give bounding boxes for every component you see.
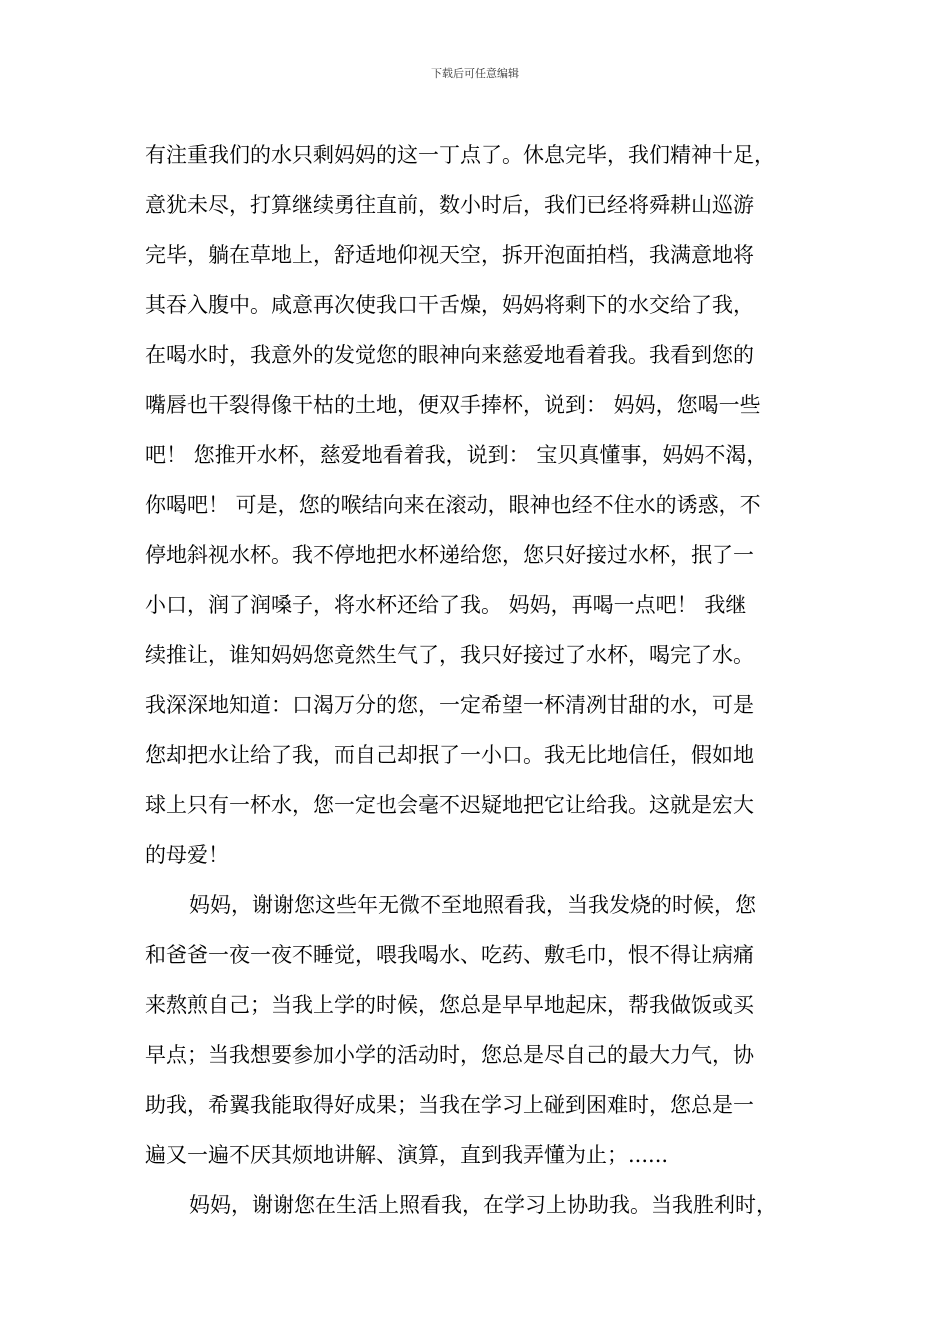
text-line: 嘴唇也干裂得像干枯的土地，便双手捧杯，说到： 妈妈，您喝一些 <box>145 393 761 417</box>
text-line: 早点；当我想要参加小学的活动时，您总是尽自己的最大力气，协 <box>145 1043 754 1067</box>
text-line: 球上只有一杯水，您一定也会毫不迟疑地把它让给我。这就是宏大 <box>145 793 754 817</box>
text-line: 您却把水让给了我，而自己却抿了一小口。我无比地信任，假如地 <box>145 743 754 767</box>
text-line: 我深深地知道：口渴万分的您，一定希望一杯清冽甘甜的水，可是 <box>145 693 754 717</box>
text-line: 的母爱！ <box>145 843 229 867</box>
text-line: 遍又一遍不厌其烦地讲解、演算，直到我弄懂为止；...... <box>145 1143 669 1167</box>
text-line: 意犹未尽，打算继续勇往直前，数小时后，我们已经将舜耕山巡游 <box>145 193 754 217</box>
text-line: 妈妈，谢谢您这些年无微不至地照看我，当我发烧的时候，您 <box>189 893 756 917</box>
text-line: 小口，润了润嗓子，将水杯还给了我。 妈妈，再喝一点吧！ 我继 <box>145 593 747 617</box>
text-line: 你喝吧！ 可是，您的喉结向来在滚动，眼神也经不住水的诱惑，不 <box>145 493 761 517</box>
text-line: 助我，希翼我能取得好成果；当我在学习上碰到困难时，您总是一 <box>145 1093 754 1117</box>
page-header: 下载后可任意编辑 <box>431 67 519 80</box>
text-line: 停地斜视水杯。我不停地把水杯递给您，您只好接过水杯，抿了一 <box>145 543 754 567</box>
text-line: 有注重我们的水只剩妈妈的这一丁点了。休息完毕，我们精神十足， <box>145 143 775 167</box>
text-line: 来熬煎自己；当我上学的时候，您总是早早地起床，帮我做饭或买 <box>145 993 754 1017</box>
text-line: 完毕，躺在草地上，舒适地仰视天空，拆开泡面拍档，我满意地将 <box>145 243 754 267</box>
text-line: 其吞入腹中。咸意再次使我口干舌燥，妈妈将剩下的水交给了我， <box>145 293 754 317</box>
text-line: 吧！ 您推开水杯，慈爱地看着我，说到： 宝贝真懂事，妈妈不渴， <box>145 443 768 467</box>
text-line: 续推让，谁知妈妈您竟然生气了，我只好接过了水杯，喝完了水。 <box>145 643 754 667</box>
text-line: 在喝水时，我意外的发觉您的眼神向来慈爱地看着我。我看到您的 <box>145 343 754 367</box>
text-line: 和爸爸一夜一夜不睡觉，喂我喝水、吃药、敷毛巾，恨不得让病痛 <box>145 943 754 967</box>
document-body <box>145 130 825 1230</box>
text-line: 妈妈，谢谢您在生活上照看我，在学习上协助我。当我胜利时， <box>189 1193 777 1217</box>
